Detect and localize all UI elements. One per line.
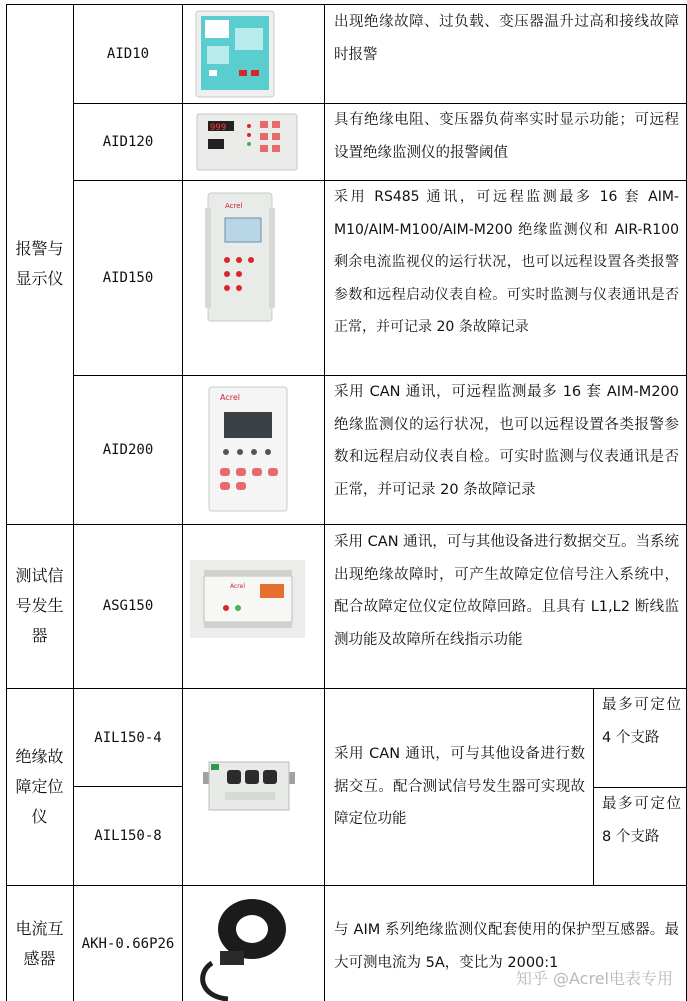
model-ail150-8: AIL150-8 xyxy=(94,827,162,844)
grid-line xyxy=(73,4,74,1001)
svg-text:Acrel: Acrel xyxy=(225,202,243,210)
grid-line xyxy=(6,4,7,1001)
desc-aid150: 采用 RS485 通讯，可远程监测最多 16 套 AIM-M10/AIM-M100/AIM-M200 绝缘监测仪和 AIR-R100 剩余电流监视仪的运行状况，也可以远程设置各类报警参数和远程启动仪表自检。可实时监测与仪表通讯是否正常，并可记录 20 条故障记录 xyxy=(334,189,679,335)
svg-text:Acrel: Acrel xyxy=(230,583,245,590)
grid-line xyxy=(73,375,687,376)
category-alarm-display: 报警与 显示仪 xyxy=(15,239,64,288)
aid120-device-image xyxy=(196,113,298,171)
desc-asg150: 采用 CAN 通讯，可与其他设备进行数据交互。当系统出现绝缘故障时，可产生故障定位信号注入系统中，配合故障定位仪定位故障回路。且具有 L1,L2 断线监测功能及故障所在线指示功能 xyxy=(334,534,679,648)
grid-line xyxy=(593,787,687,788)
model-aid10: AID10 xyxy=(106,46,150,62)
model-aid150: AID150 xyxy=(102,270,154,286)
desc-aid10: 出现绝缘故障、过负载、变压器温升过高和接线故障时报警 xyxy=(334,14,679,63)
aid200-device-image xyxy=(208,386,288,512)
grid-line xyxy=(73,180,687,181)
grid-line xyxy=(324,4,325,1001)
model-asg150: ASG150 xyxy=(102,598,154,614)
grid-line xyxy=(6,688,687,689)
ail150-device-image xyxy=(203,758,295,816)
desc-aid200: 采用 CAN 通讯，可远程监测最多 16 套 AIM-M200 绝缘监测仪的运行状况，也可以远程设置各类报警参数和远程启动仪表自检。可实时监测与仪表通讯是否正常，并可记录 20 条故障记录 xyxy=(334,384,679,498)
desc-akh-066p26: 与 AIM 系列绝缘监测仪配套使用的保护型互感器。最大可测电流为 5A，变比为 2000:1 xyxy=(334,922,679,971)
grid-line xyxy=(182,4,183,1001)
model-akh-066p26: AKH-0.66P26 xyxy=(81,935,175,952)
category-current-transformer: 电流互 感器 xyxy=(15,918,64,968)
svg-text:Acrel: Acrel xyxy=(220,393,240,402)
svg-text:999: 999 xyxy=(210,123,227,133)
note-ail150-8: 最多可定位 8 个支路 xyxy=(602,796,681,845)
grid-line xyxy=(6,4,687,5)
grid-line xyxy=(6,524,687,525)
grid-line xyxy=(6,885,687,886)
watermark: 知乎 @Acrel电表专用 xyxy=(515,969,673,988)
model-aid120: AID120 xyxy=(102,134,154,150)
aid10-device-image xyxy=(195,10,275,98)
desc-ail150: 采用 CAN 通讯，可与其他设备进行数据交互。配合测试信号发生器可实现故障定位功能 xyxy=(334,746,585,827)
model-ail150-4: AIL150-4 xyxy=(94,729,162,746)
grid-line xyxy=(73,786,183,787)
category-fault-locator: 绝缘故 障定位 仪 xyxy=(15,746,64,826)
aid150-device-image xyxy=(205,192,275,322)
model-aid200: AID200 xyxy=(102,442,154,458)
grid-line xyxy=(593,688,594,885)
akh-ct-image xyxy=(192,893,298,1001)
desc-aid120: 具有绝缘电阻、变压器负荷率实时显示功能；可远程设置绝缘监测仪的报警阈值 xyxy=(334,112,679,161)
note-ail150-4: 最多可定位 4 个支路 xyxy=(602,697,681,746)
category-signal-generator: 测试信 号发生 器 xyxy=(15,566,64,645)
grid-line xyxy=(73,103,687,104)
asg150-device-image xyxy=(190,560,305,638)
